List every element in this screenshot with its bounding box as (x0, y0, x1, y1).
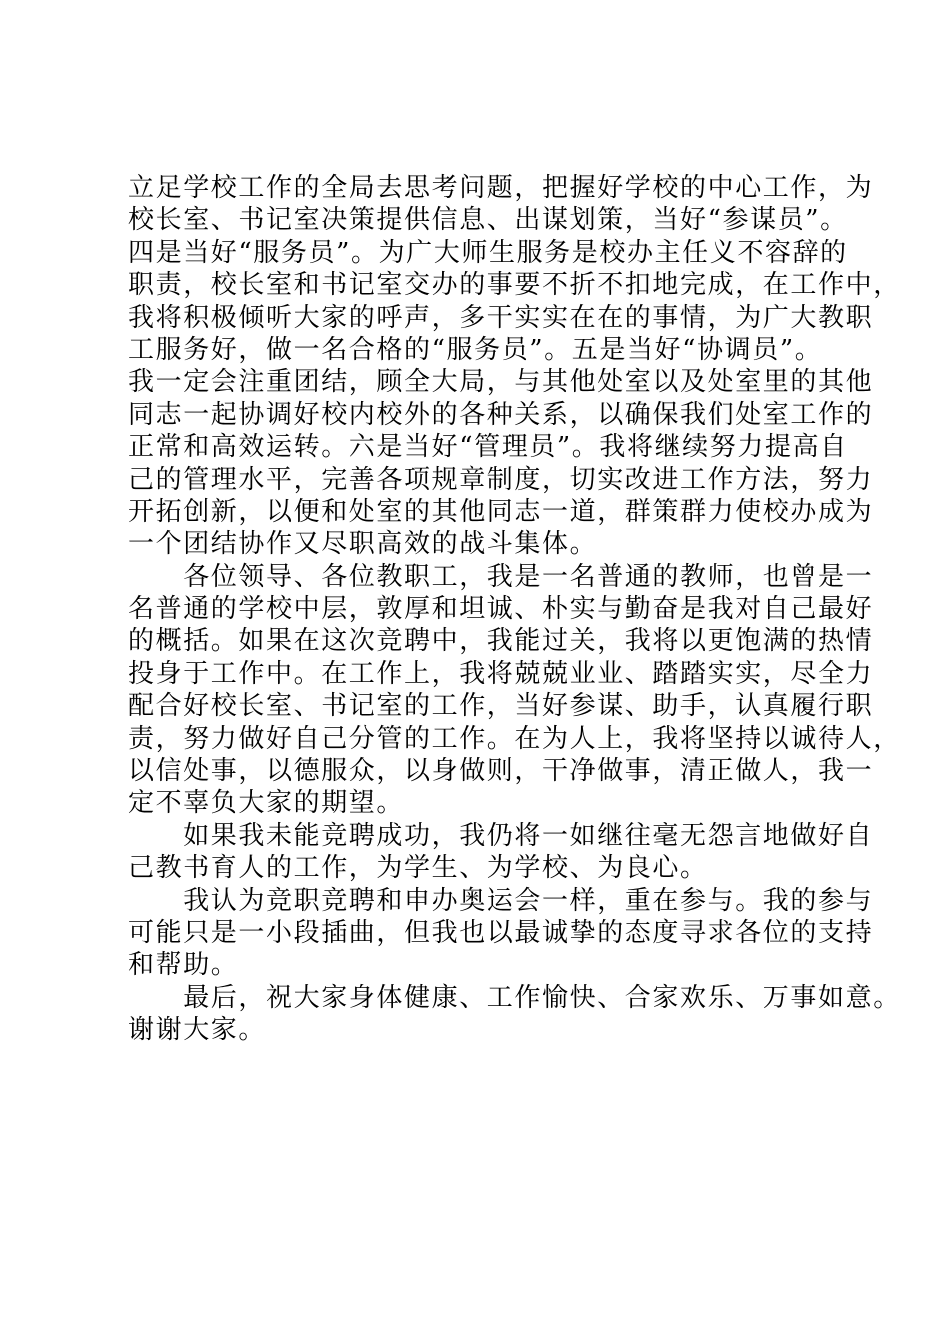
document-body (128, 172, 901, 1047)
text-line: 各位领导、各位教职工，我是一名普通的教师，也曾是一 (128, 561, 874, 592)
text-line: 以信处事，以德服众，以身做则，干净做事，清正做人，我一 (128, 756, 874, 787)
text-line: 最后，祝大家身体健康、工作愉快、合家欢乐、万事如意。 (128, 982, 901, 1013)
text-line: 一个团结协作又尽职高效的战斗集体。 (128, 529, 598, 560)
text-line: 开拓创新，以便和处室的其他同志一道，群策群力使校办成为 (128, 496, 874, 527)
text-line: 同志一起协调好校内校外的各种关系，以确保我们处室工作的 (128, 399, 874, 430)
text-line: 立足学校工作的全局去思考问题，把握好学校的中心工作，为 (128, 173, 874, 203)
text-line: 职责，校长室和书记室交办的事要不折不扣地完成，在工作中， (128, 270, 901, 301)
text-line: 四是当好“服务员”。为广大师生服务是校办主任义不容辞的 (128, 237, 848, 268)
text-line: 我认为竞职竞聘和申办奥运会一样，重在参与。我的参与 (128, 885, 874, 916)
text-line: 校长室、书记室决策提供信息、出谋划策，当好“参谋员”。 (128, 205, 848, 236)
text-line: 己的管理水平，完善各项规章制度，切实改进工作方法，努力 (128, 464, 874, 495)
text-line: 谢谢大家。 (128, 1015, 267, 1046)
text-line: 我将积极倾听大家的呼声，多干实实在在的事情，为广大教职 (128, 302, 874, 333)
text-line: 工服务好，做一名合格的“服务员”。五是当好“协调员”。 (128, 334, 823, 365)
text-line: 的概括。如果在这次竞聘中，我能过关，我将以更饱满的热情 (128, 626, 874, 657)
text-line: 可能只是一小段插曲，但我也以最诚挚的态度寻求各位的支持 (128, 917, 874, 948)
text-line: 和帮助。 (128, 950, 239, 981)
text-line: 投身于工作中。在工作上，我将兢兢业业、踏踏实实，尽全力 (128, 658, 874, 689)
text-line: 正常和高效运转。六是当好“管理员”。我将继续努力提高自 (128, 432, 848, 463)
text-line: 我一定会注重团结，顾全大局，与其他处室以及处室里的其他 (128, 367, 874, 398)
text-line: 如果我未能竞聘成功，我仍将一如继往毫无怨言地做好自 (128, 820, 874, 851)
text-line: 名普通的学校中层，敦厚和坦诚、朴实与勤奋是我对自己最好 (128, 594, 874, 625)
text-line: 责，努力做好自己分管的工作。在为人上，我将坚持以诚待人， (128, 723, 901, 754)
text-line: 定不辜负大家的期望。 (128, 788, 405, 819)
text-line: 配合好校长室、书记室的工作，当好参谋、助手，认真履行职 (128, 691, 874, 722)
text-line: 己教书育人的工作，为学生、为学校、为良心。 (128, 853, 708, 884)
